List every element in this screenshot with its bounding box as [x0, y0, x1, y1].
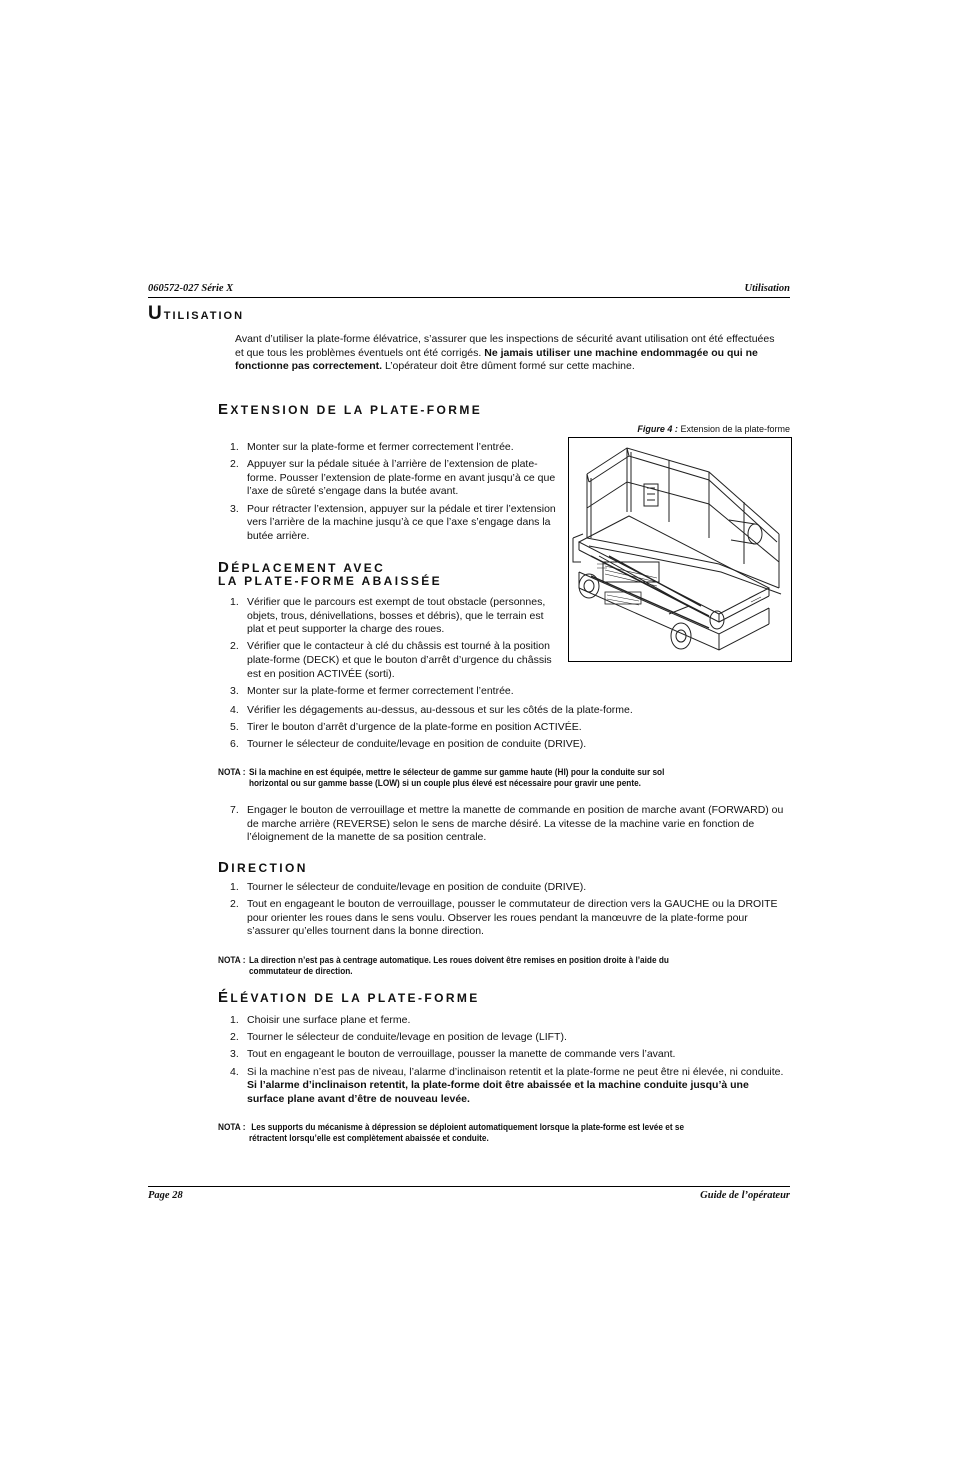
list-item: 5. Tirer le bouton d’arrêt d’urgence de la plate-forme en position ACTIVÉE. — [230, 721, 582, 734]
header-doc-number: 060572-027 Série X — [148, 283, 234, 294]
list-item: 2. Tout en engageant le bouton de verrouillage, pousser le commutateur de direction vers la GAUCHE ou la DROITE pour orienter les roues dans le sens voulu. Observer les roues pendant la manœuvre de la plate-forme pour s’assurer qu’elles tournent dans la bonne direction. — [230, 898, 778, 938]
list-item: 2. Vérifier que le contacteur à clé du châssis est tourné à la position plate-forme (DECK) et que le bouton d’arrêt d’urgence du châssis est en position ACTIVÉE (sorti). — [230, 640, 552, 680]
list-item: 3. Pour rétracter l’extension, appuyer sur la pédale et tirer l’extension vers l’arrière de la machine jusqu’à ce que l’axe s’engage dans la butée arrière. — [230, 502, 556, 542]
list-item: 3. Tout en engageant le bouton de verrouillage, pousser la manette de commande vers l’avant. — [230, 1048, 676, 1061]
footer-guide-title: Guide de l’opérateur — [700, 1190, 790, 1201]
list-elevation — [218, 1014, 788, 1110]
page-footer — [148, 1186, 790, 1201]
header-chapter: Utilisation — [744, 283, 790, 294]
page-title: Utilisation — [148, 303, 245, 324]
section-title-elevation: ÉLÉVATION DE LA PLATE-FORME — [218, 989, 480, 1006]
figure-caption: Figure 4 : Extension de la plate-forme — [637, 424, 790, 434]
list-deplacement-b — [218, 704, 788, 756]
list-item: 2. Tourner le sélecteur de conduite/levage en position de levage (LIFT). — [230, 1031, 567, 1044]
list-deplacement-c — [218, 804, 788, 848]
list-extension — [218, 441, 563, 547]
list-item: 3. Monter sur la plate-forme et fermer correctement l’entrée. — [230, 684, 514, 697]
list-item: 2. Appuyer sur la pédale située à l’arrière de l’extension de plate-forme. Pousser l’extension de plate-forme en avant jusqu’à ce que l’axe de sûreté s’engage dans la butée avant. — [230, 458, 556, 498]
list-item: 1. Vérifier que le parcours est exempt de tout obstacle (personnes, objets, trous, dénivellations, bosses et débris), que le terrain est plat et peut supporter la charge des roues. — [230, 596, 546, 636]
list-item: 1. Tourner le sélecteur de conduite/levage en position de conduite (DRIVE). — [230, 881, 587, 893]
section-title-extension: EXTENSION DE LA PLATE-FORME — [218, 401, 483, 418]
section-title-direction: DIRECTION — [218, 859, 308, 876]
list-item: 4. Si la machine n’est pas de niveau, l’alarme d’inclinaison retentit et la plate-forme ne peut être ni élevée, ni conduite. Si l’alarme d’inclinaison retentit, la plate-forme doit être abaissée et la machine conduite jusqu’à une surface plane avant d’être de nouveau levée. — [230, 1065, 784, 1105]
note-deplacement: NOTA : Si la machine en est équipée, mettre le sélecteur de gamme sur gamme haute (HI) pour la conduite sur sol horizontal ou sur gamme basse (LOW) si un couple plus élevé est nécessaire pour gravir une pente. — [218, 767, 665, 789]
list-item: 6. Tourner le sélecteur de conduite/levage en position de conduite (DRIVE). — [230, 738, 587, 751]
list-direction — [218, 881, 788, 943]
page-header — [148, 283, 790, 298]
scissor-lift-illustration — [569, 438, 790, 660]
list-item: 1. Monter sur la plate-forme et fermer correctement l’entrée. — [230, 441, 514, 453]
note-direction: NOTA : La direction n’est pas à centrage automatique. Les roues doivent être remises en position droite à l’aide du commutateur de direction. — [218, 955, 669, 977]
footer-page-number: Page 28 — [148, 1190, 183, 1201]
figure-platform-extension — [568, 437, 792, 662]
list-item: 1. Choisir une surface plane et ferme. — [230, 1014, 411, 1026]
note-elevation: NOTA : Les supports du mécanisme à dépression se déploient automatiquement lorsque la plate-forme est levée et se rétractent lorsqu’elle est complètement abaissée et conduite. — [218, 1122, 685, 1144]
section-title-deplacement: DÉPLACEMENT AVEC LA PLATE-FORME ABAISSÉE — [218, 559, 443, 588]
list-item: 7. Engager le bouton de verrouillage et mettre la manette de commande en position de marche avant (FORWARD) ou de marche arrière (REVERSE) selon le sens de marche désiré. La vitesse de la machine varie en fonction de l’éloignement de la manette de sa position centrale. — [230, 804, 784, 844]
intro-paragraph: Avant d’utiliser la plate-forme élévatrice, s’assurer que les inspections de sécurité avant utilisation ont été effectuées et que tous les problèmes éventuels ont été corrigés. Ne jamais utiliser une machine endommagée ou qui ne fonctionne pas correctement. L’opérateur doit être dûment formé sur cette machine. — [235, 333, 775, 373]
list-item: 4. Vérifier les dégagements au-dessus, au-dessous et sur les côtés de la plate-forme. — [230, 704, 633, 716]
list-deplacement-a — [218, 596, 563, 702]
